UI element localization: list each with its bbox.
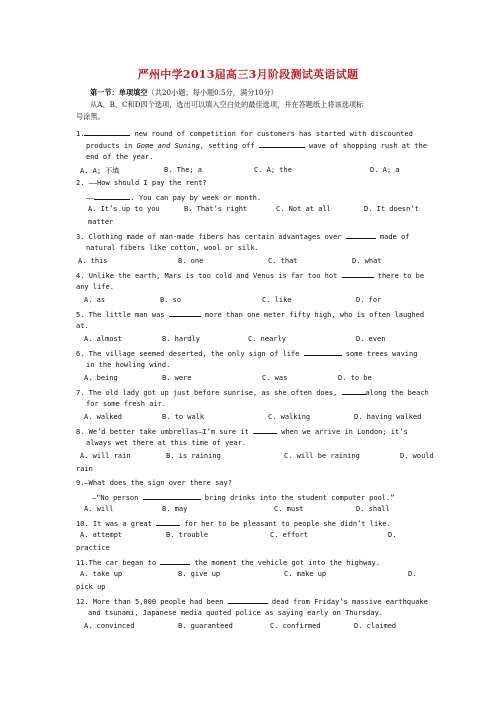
- q7-option-a: A. walked: [84, 413, 122, 421]
- q12-option-d: D. claimed: [354, 622, 397, 630]
- exam-title: 严州中学2013届高三3月阶段测试英语试题: [137, 68, 359, 81]
- q11-option-b: B. give up: [178, 570, 221, 578]
- q1-option-a: A. A; 不填: [80, 167, 120, 175]
- q2-line-1: 2. ——How should I pay the rent?: [76, 179, 207, 187]
- q8-line-2: always wet there at this time of year.: [86, 439, 247, 447]
- q5-option-b: B. hardly: [162, 335, 200, 343]
- instruction-line-1: 从A、B、C和D四个选项，选出可以填入空白处的最佳选项，并在答题纸上将该选项标: [90, 100, 364, 109]
- q7-line-1: 7. The old lady got up just before sunrise, as she often does, along the beach: [76, 389, 429, 397]
- q5-line-2: at.: [76, 322, 89, 330]
- q2-blank: [94, 192, 130, 200]
- q3-line-1: 3. Clothing made of man-made fibers has certain advantages over made of: [76, 233, 410, 241]
- q4-option-a: A. as: [84, 296, 106, 304]
- q6-option-b: B. were: [162, 374, 192, 382]
- q4-option-c: C. like: [262, 296, 292, 304]
- q3-option-d: D. what: [352, 257, 382, 265]
- q10-blank: [156, 518, 180, 526]
- q12-option-a: A. convinced: [84, 622, 135, 630]
- q3-option-a: A. this: [78, 257, 108, 265]
- q10-option-b: B. trouble: [166, 531, 209, 539]
- q3-option-b: B. one: [178, 257, 204, 265]
- q11-option-d: D.: [408, 570, 417, 578]
- q9-line-1: 9.—What does the sign over there say?: [76, 479, 232, 487]
- q5-option-d: D. even: [356, 335, 386, 343]
- q8-line-1: 8. We’d better take umbrellas—I’m sure it when we arrive in London; it’s: [76, 428, 408, 436]
- q5-option-a: A. almost: [84, 335, 122, 343]
- q4-option-b: B. so: [160, 296, 182, 304]
- q4-option-d: D. for: [356, 296, 382, 304]
- section-heading: [90, 88, 278, 98]
- section-label: 第一节：单项填空: [90, 88, 148, 97]
- q10-option-c: C. effort: [270, 531, 308, 539]
- q4-blank: [342, 270, 374, 278]
- q3-line-2: natural fibers like cotton, wool or silk.: [86, 244, 259, 252]
- q8-option-a: A. will rain: [80, 452, 131, 460]
- q9-option-a: A. will: [84, 505, 114, 513]
- q5-option-c: C. nearly: [248, 335, 286, 343]
- q5-line-1: 5. The little man was more than one meter fifty high, who is often laughed: [76, 311, 425, 319]
- q1-line-2: products in Gome and Suning, setting off wave of shopping rush at the: [86, 142, 428, 150]
- q1-option-c: C. A; the: [254, 166, 292, 174]
- q2-option-a: A. It’s up to you: [88, 205, 160, 213]
- q8-option-b: B. is raining: [166, 452, 221, 460]
- q9-option-d: D. shall: [356, 505, 390, 513]
- q7-blank: [342, 387, 366, 395]
- q3-blank: [346, 231, 376, 239]
- q7-line-2: for some fresh air.: [86, 400, 167, 408]
- q6-line-2: in the howling wind.: [86, 361, 171, 369]
- q11-line-3: pick up: [76, 583, 106, 591]
- q1-line-1: 1. new round of competition for customers has started with discounted: [76, 130, 413, 138]
- q8-option-c: C. will be raining: [284, 452, 360, 460]
- q6-line-1: 6. The village seemed deserted, the only sign of life some trees waving: [76, 350, 418, 358]
- q10-option-d: D.: [388, 531, 397, 539]
- q2-option-d: D. It doesn’t: [364, 205, 419, 213]
- q12-blank: [228, 596, 268, 604]
- q5-blank: [169, 309, 201, 317]
- q10-option-a: A. attempt: [80, 531, 123, 539]
- q6-option-a: A. being: [84, 374, 118, 382]
- q9-line-2: —“No person bring drinks into the student computer pool.”: [92, 494, 395, 502]
- q1-blank-2: [259, 140, 305, 148]
- q1-option-d: D. A; a: [370, 166, 400, 174]
- q12-option-c: C. confirmed: [270, 622, 321, 630]
- q2-option-b: B. That’s right: [184, 205, 248, 213]
- q6-blank: [304, 348, 342, 356]
- q4-line-2: any life.: [76, 283, 114, 291]
- q2-line-4: matter: [88, 218, 114, 226]
- q10-line-1: 10. It was a great for her to be pleasant to people she didn’t like.: [76, 520, 391, 528]
- q9-blank: [143, 492, 201, 500]
- q2-option-c: C. Not at all: [276, 205, 331, 213]
- q7-option-d: D. having walked: [354, 413, 422, 421]
- q4-line-1: 4. Unlike the earth, Mars is too cold and Venus is far too hot there to be: [76, 272, 425, 280]
- q2-line-2: —— . You can pay by week or month.: [86, 194, 262, 202]
- q11-blank: [160, 557, 190, 565]
- q1-blank-1: [84, 128, 130, 136]
- q10-line-3: practice: [76, 544, 110, 552]
- q1-line-3: end of the year.: [86, 153, 154, 161]
- q1-option-b: B. The; a: [164, 166, 202, 174]
- q12-option-b: B. guaranteed: [178, 622, 233, 630]
- q11-option-a: A. take up: [80, 570, 123, 578]
- q6-option-d: D. to be: [338, 374, 372, 382]
- q8-line-4: rain: [76, 465, 93, 473]
- q9-option-b: B. may: [162, 505, 188, 513]
- q9-option-c: C. must: [274, 505, 304, 513]
- q11-line-1: 11.The car began to the moment the vehicle got into the highway.: [76, 559, 380, 567]
- q6-option-c: C. was: [262, 374, 288, 382]
- q11-option-c: C. make up: [284, 570, 327, 578]
- instruction-line-2: 号涂黑。: [76, 112, 105, 121]
- q12-line-1: 12. More than 5,000 people had been dead from Friday’s massive earthquake: [76, 598, 428, 606]
- section-note: （共20小题；每小题0.5分，满分10分）: [147, 88, 278, 97]
- q8-blank: [253, 426, 277, 434]
- q8-option-d: D. would: [400, 452, 434, 460]
- q12-line-2: and tsunami, Japanese media quoted police as saying early on Thursday.: [88, 609, 384, 617]
- q7-option-c: C. walking: [268, 413, 311, 421]
- q3-option-c: C. that: [268, 257, 298, 265]
- q7-option-b: B. to walk: [162, 413, 205, 421]
